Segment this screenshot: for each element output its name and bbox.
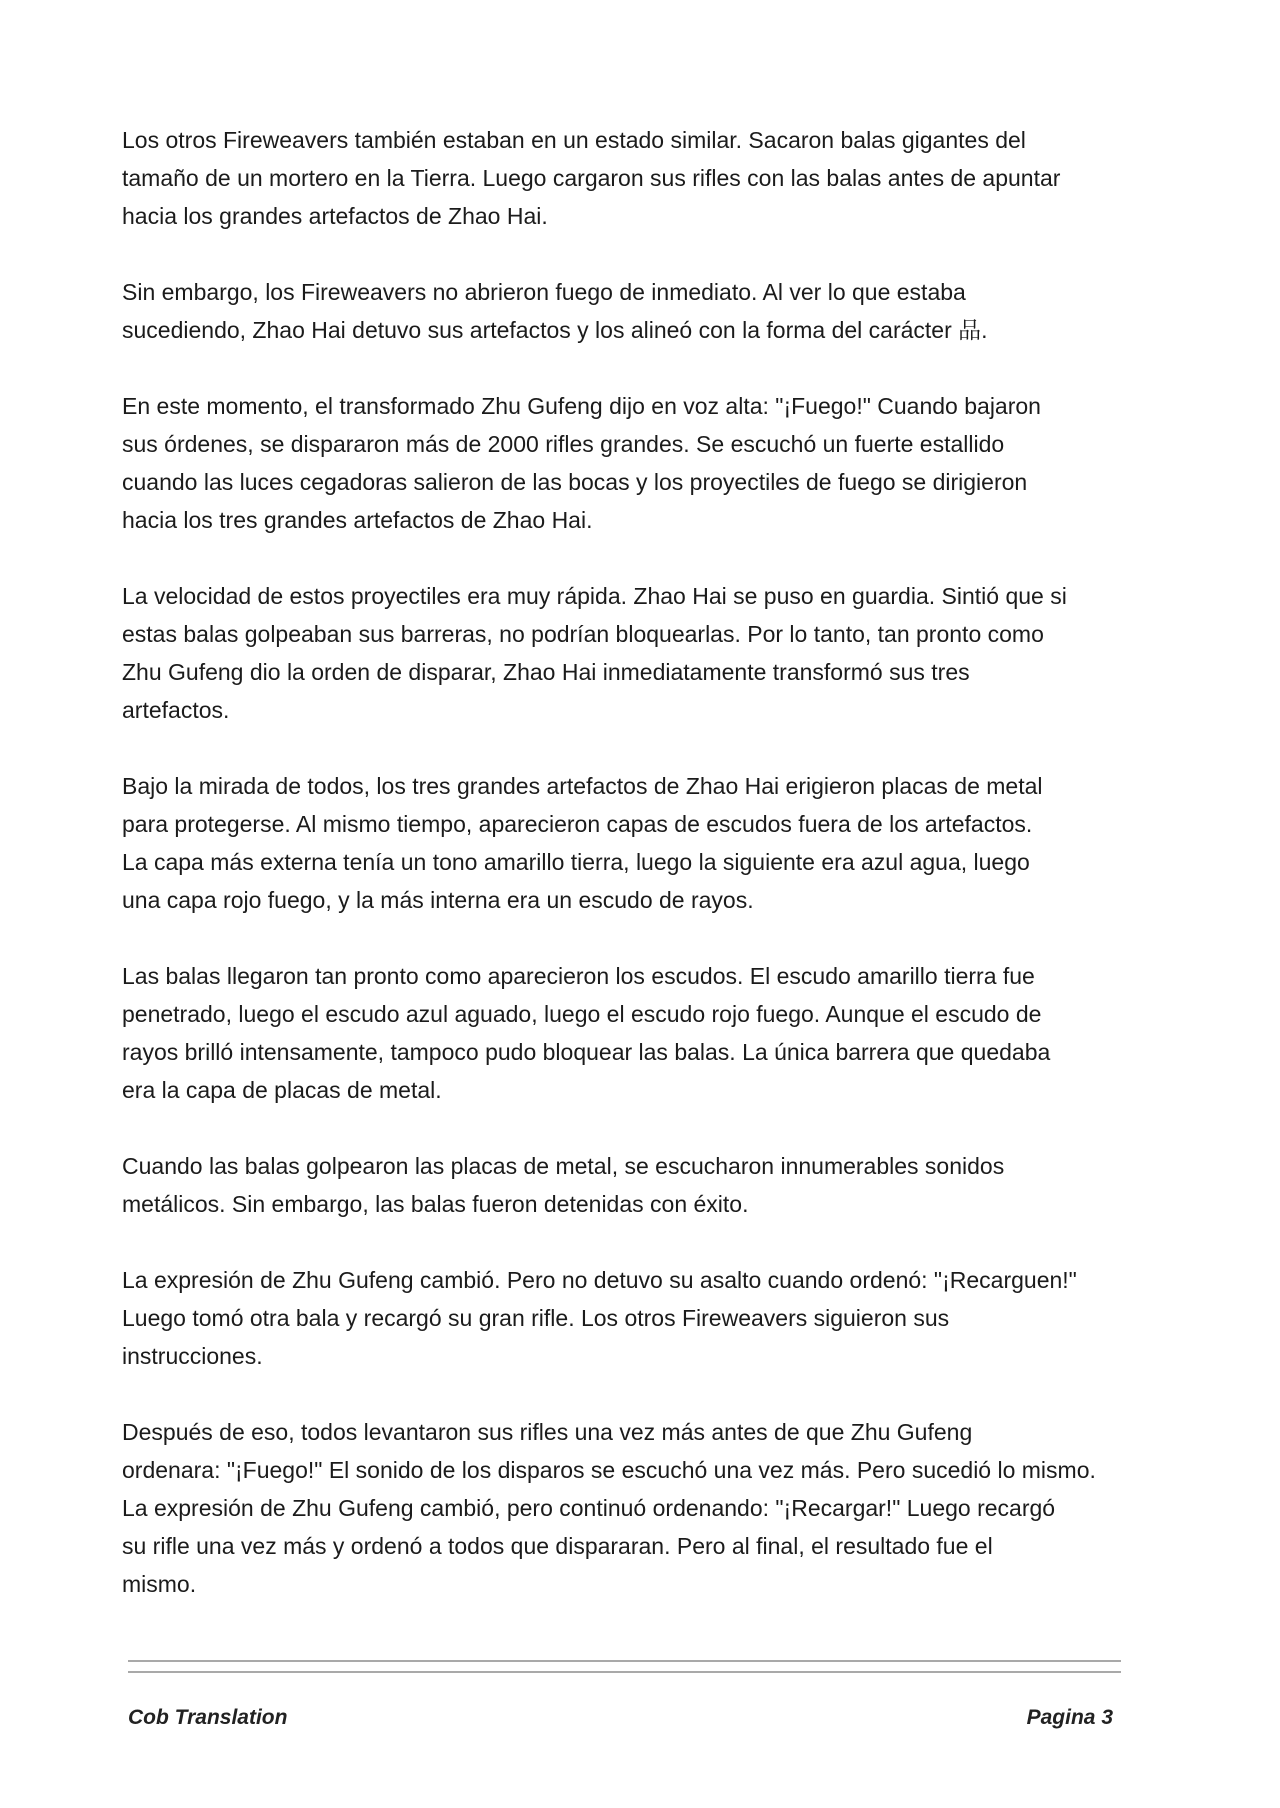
paragraph <box>122 387 1132 539</box>
text-line: instrucciones. <box>122 1343 263 1369</box>
footer-divider-bottom <box>128 1671 1121 1673</box>
paragraph <box>122 1147 1132 1223</box>
text-line: para protegerse. Al mismo tiempo, aparecieron capas de escudos fuera de los artefactos. <box>122 811 1033 837</box>
text-line: sucediendo, Zhao Hai detuvo sus artefactos y los alineó con la forma del carácter 品. <box>122 317 988 343</box>
text-line: metálicos. Sin embargo, las balas fueron detenidas con éxito. <box>122 1191 749 1217</box>
paragraph <box>122 273 1132 349</box>
text-line: Zhu Gufeng dio la orden de disparar, Zhao Hai inmediatamente transformó sus tres <box>122 659 970 685</box>
paragraph <box>122 1413 1132 1603</box>
footer-translator: Cob Translation <box>128 1706 288 1729</box>
paragraph <box>122 1261 1132 1375</box>
page-footer <box>128 1703 1113 1733</box>
text-line: tamaño de un mortero en la Tierra. Luego cargaron sus rifles con las balas antes de apuntar <box>122 165 1061 191</box>
text-line: Sin embargo, los Fireweavers no abrieron fuego de inmediato. Al ver lo que estaba <box>122 279 966 305</box>
text-line: Los otros Fireweavers también estaban en un estado similar. Sacaron balas gigantes del <box>122 127 1026 153</box>
text-line: penetrado, luego el escudo azul aguado, luego el escudo rojo fuego. Aunque el escudo de <box>122 1001 1042 1027</box>
text-line: rayos brilló intensamente, tampoco pudo bloquear las balas. La única barrera que quedaba <box>122 1039 1051 1065</box>
paragraph <box>122 957 1132 1109</box>
text-line: era la capa de placas de metal. <box>122 1077 442 1103</box>
text-line: En este momento, el transformado Zhu Gufeng dijo en voz alta: "¡Fuego!" Cuando bajaron <box>122 393 1041 419</box>
text-line: Luego tomó otra bala y recargó su gran rifle. Los otros Fireweavers siguieron sus <box>122 1305 950 1331</box>
text-line: La expresión de Zhu Gufeng cambió. Pero no detuvo su asalto cuando ordenó: "¡Recarguen!" <box>122 1267 1077 1293</box>
text-line: cuando las luces cegadoras salieron de las bocas y los proyectiles de fuego se dirigieron <box>122 469 1028 495</box>
text-line: su rifle una vez más y ordenó a todos que dispararan. Pero al final, el resultado fue el <box>122 1533 993 1559</box>
text-line: La capa más externa tenía un tono amarillo tierra, luego la siguiente era azul agua, luego <box>122 849 1030 875</box>
footer-page-number: Pagina 3 <box>1026 1706 1113 1729</box>
text-line: Cuando las balas golpearon las placas de metal, se escucharon innumerables sonidos <box>122 1153 1005 1179</box>
text-line: una capa rojo fuego, y la más interna era un escudo de rayos. <box>122 887 754 913</box>
paragraph <box>122 121 1132 235</box>
text-line: ordenara: "¡Fuego!" El sonido de los disparos se escuchó una vez más. Pero sucedió lo mismo. <box>122 1457 1096 1483</box>
text-line: Bajo la mirada de todos, los tres grandes artefactos de Zhao Hai erigieron placas de metal <box>122 773 1043 799</box>
text-line: La expresión de Zhu Gufeng cambió, pero continuó ordenando: "¡Recargar!" Luego recargó <box>122 1495 1056 1521</box>
text-line: Las balas llegaron tan pronto como aparecieron los escudos. El escudo amarillo tierra fue <box>122 963 1035 989</box>
paragraph <box>122 767 1132 919</box>
text-line: artefactos. <box>122 697 230 723</box>
footer-divider-top <box>128 1660 1121 1662</box>
text-line: hacia los tres grandes artefactos de Zhao Hai. <box>122 507 593 533</box>
text-line: La velocidad de estos proyectiles era muy rápida. Zhao Hai se puso en guardia. Sintió que si <box>122 583 1067 609</box>
text-line: mismo. <box>122 1571 197 1597</box>
paragraph <box>122 577 1132 729</box>
text-line: Después de eso, todos levantaron sus rifles una vez más antes de que Zhu Gufeng <box>122 1419 973 1445</box>
text-line: estas balas golpeaban sus barreras, no podrían bloquearlas. Por lo tanto, tan pronto como <box>122 621 1044 647</box>
text-line: sus órdenes, se dispararon más de 2000 rifles grandes. Se escuchó un fuerte estallido <box>122 431 1005 457</box>
text-line: hacia los grandes artefactos de Zhao Hai. <box>122 203 548 229</box>
document-body <box>122 121 1132 1603</box>
